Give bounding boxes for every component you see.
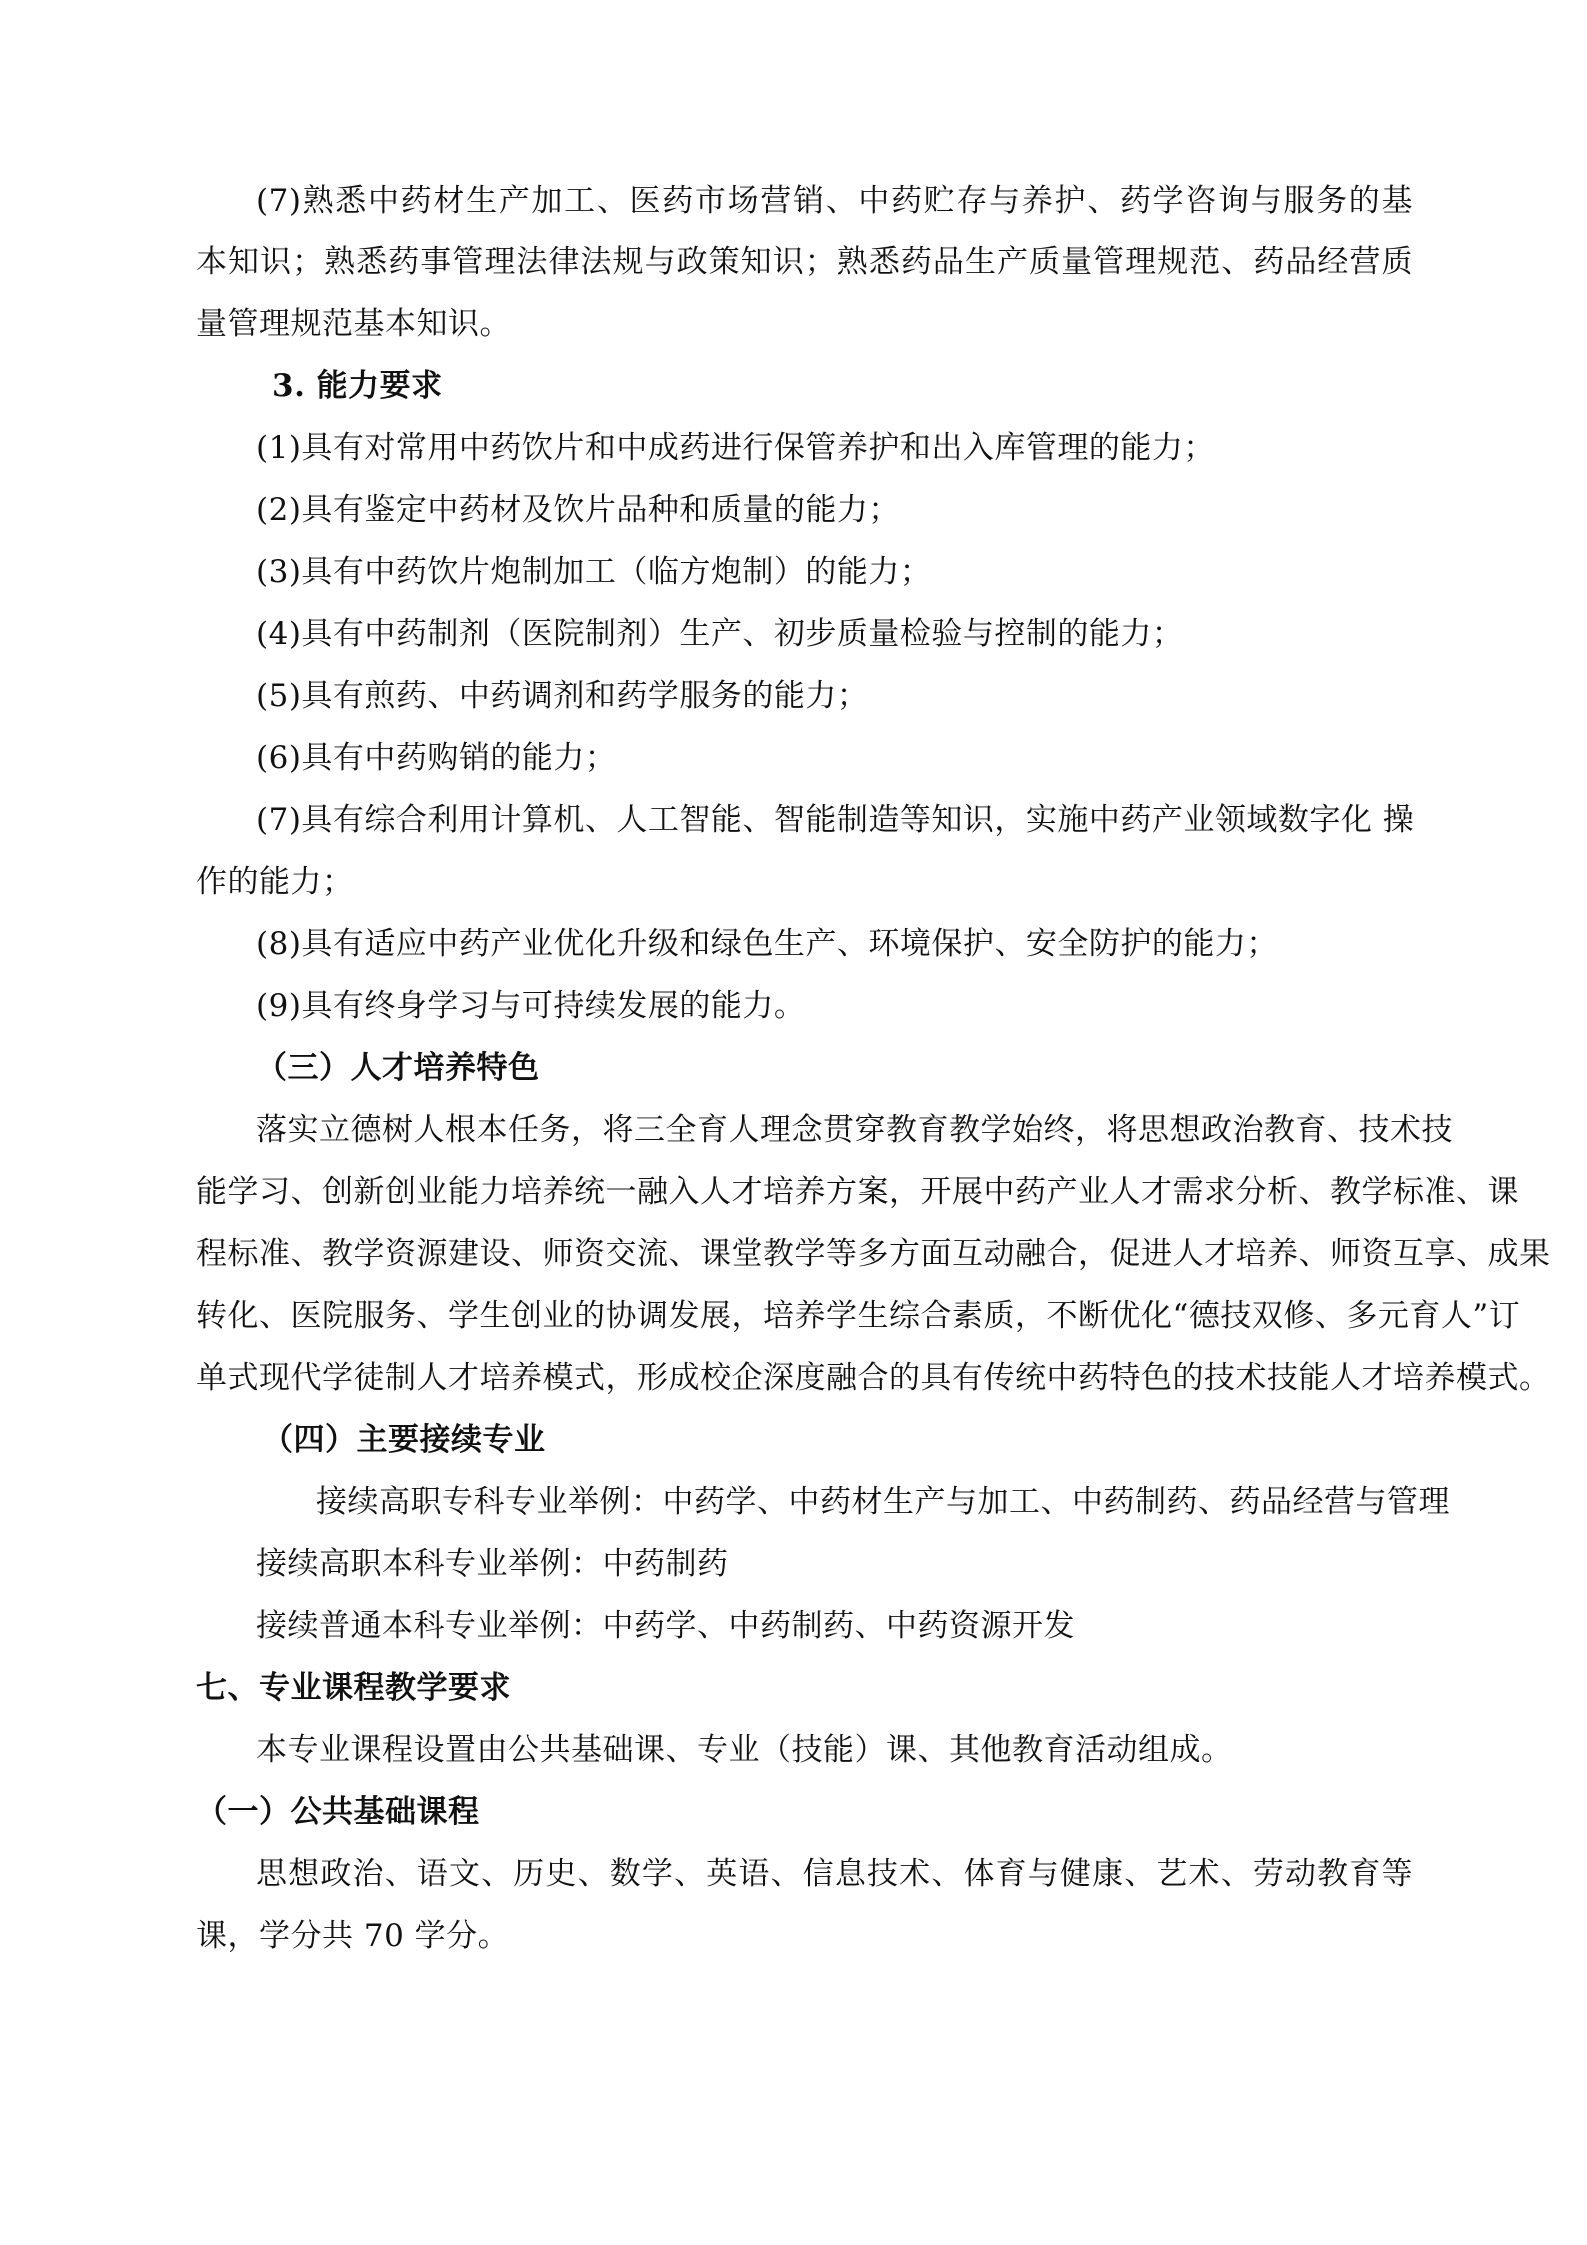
continuing-heading: （四）主要接续专业 — [262, 1422, 546, 1458]
ability-item-1: (1)具有对常用中药饮片和中成药进行保管养护和出入库管理的能力； — [256, 430, 1215, 466]
section-7-sub1-line-2: 课，学分共 70 学分。 — [196, 1918, 510, 1954]
ability-item-9: (9)具有终身学习与可持续发展的能力。 — [256, 988, 806, 1024]
ability-item-6: (6)具有中药购销的能力； — [256, 740, 617, 776]
section-7-heading: 七、专业课程教学要求 — [196, 1670, 511, 1706]
features-paragraph-line-1: 落实立德树人根本任务，将三全育人理念贯穿教育教学始终，将思想政治教育、技术技 — [256, 1112, 1453, 1148]
knowledge-item-7-line-1: (7)熟悉中药材生产加工、医药市场营销、中药贮存与养护、药学咨询与服务的基 — [256, 183, 1413, 219]
ability-heading: 3. 能力要求 — [272, 368, 443, 404]
ability-item-8: (8)具有适应中药产业优化升级和绿色生产、环境保护、安全防护的能力； — [256, 926, 1278, 962]
features-paragraph-line-5: 单式现代学徒制人才培养模式，形成校企深度融合的具有传统中药特色的技术技能人才培养模式。 — [196, 1360, 1551, 1396]
ability-item-5: (5)具有煎药、中药调剂和药学服务的能力； — [256, 678, 869, 714]
features-paragraph-line-2: 能学习、创新创业能力培养统一融入人才培养方案，开展中药产业人才需求分析、教学标准、课 — [196, 1174, 1519, 1210]
continuing-vocational-bachelor: 接续高职本科专业举例：中药制药 — [256, 1546, 729, 1582]
continuing-regular-bachelor: 接续普通本科专业举例：中药学、中药制药、中药资源开发 — [256, 1608, 1075, 1644]
section-7-sub1-heading: （一）公共基础课程 — [196, 1794, 480, 1830]
ability-item-3: (3)具有中药饮片炮制加工（临方炮制）的能力； — [256, 554, 932, 590]
features-heading: （三）人才培养特色 — [256, 1050, 540, 1086]
features-paragraph-line-3: 程标准、教学资源建设、师资交流、课堂教学等多方面互动融合，促进人才培养、师资互享、成果 — [196, 1236, 1551, 1272]
features-paragraph-line-4: 转化、医院服务、学生创业的协调发展，培养学生综合素质，不断优化“德技双修、多元育人”订 — [196, 1298, 1521, 1334]
ability-item-4: (4)具有中药制剂（医院制剂）生产、初步质量检验与控制的能力； — [256, 616, 1184, 652]
knowledge-item-7-line-3: 量管理规范基本知识。 — [196, 306, 511, 342]
knowledge-item-7-line-2: 本知识；熟悉药事管理法律法规与政策知识；熟悉药品生产质量管理规范、药品经营质 — [196, 244, 1413, 280]
ability-item-2: (2)具有鉴定中药材及饮片品种和质量的能力； — [256, 492, 900, 528]
ability-item-7-line-2: 作的能力； — [196, 864, 354, 900]
continuing-vocational-college: 接续高职专科专业举例：中药学、中药材生产与加工、中药制药、药品经营与管理 — [316, 1484, 1450, 1520]
section-7-intro: 本专业课程设置由公共基础课、专业（技能）课、其他教育活动组成。 — [256, 1732, 1233, 1768]
ability-item-7-line-1: (7)具有综合利用计算机、人工智能、智能制造等知识，实施中药产业领域数字化 操 — [256, 802, 1415, 838]
section-7-sub1-line-1: 思想政治、语文、历史、数学、英语、信息技术、体育与健康、艺术、劳动教育等 — [256, 1856, 1413, 1892]
